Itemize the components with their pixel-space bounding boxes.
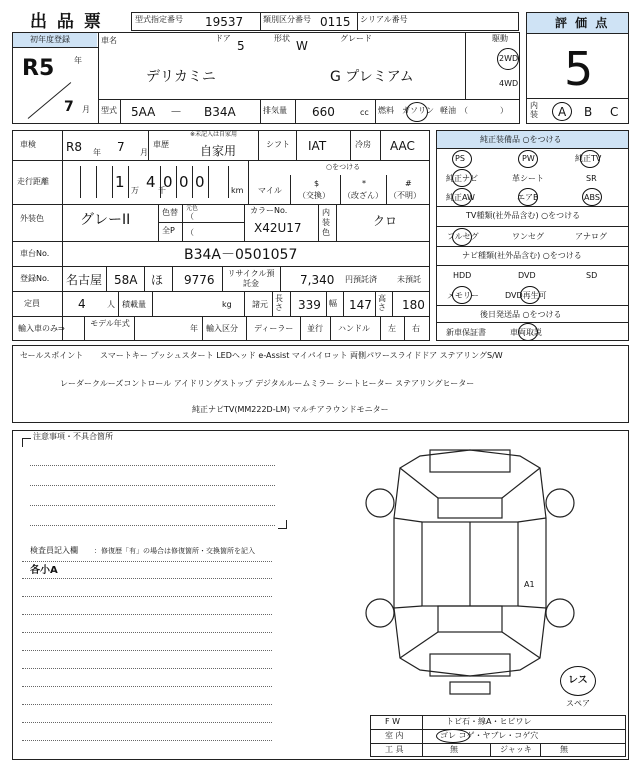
drive-label: 駆動 (492, 34, 508, 43)
navi-memory: メモリー (447, 291, 479, 300)
load-unit: kg (222, 300, 232, 309)
doors: 5 (237, 39, 245, 53)
handle-left: 左 (388, 324, 396, 333)
history-label: 車歴 (153, 140, 169, 149)
regno-label: 登録No. (20, 274, 50, 283)
mileage-opt2-sym: * (362, 179, 366, 188)
equip-navi: 純正ナビ (446, 174, 478, 183)
mileage-opt3-sym: # (405, 179, 412, 188)
sales-line-1: スマートキー プッシュスタート LEDヘッド e-Assist マイパイロット 両側パワースライドドア ステアリングS/W (100, 351, 503, 360)
mileage-label: 走行距離 (17, 177, 49, 186)
tv-analog: アナログ (575, 232, 607, 241)
history: 自家用 (200, 144, 237, 158)
jack-label: ジャッキ (500, 745, 532, 754)
mile-label: マイル (258, 186, 282, 195)
equip-sr: SR (586, 174, 597, 183)
door-label: ドア (215, 34, 231, 43)
regno-class: 58A (114, 273, 138, 287)
registration-era: R5 (22, 56, 55, 81)
navi-dvd-play-circle (520, 286, 540, 304)
recycle-label: リサイクル預託金 (227, 269, 275, 288)
equip-tv: 純正TV (575, 154, 602, 163)
tools-label: 工 具 (385, 745, 404, 754)
inspector-note: ：修復歴「有」の場合は修復箇所・交換箇所を記入 (94, 547, 255, 555)
equip-abs-circle (582, 188, 602, 206)
mileage-digit-3: 1 (115, 173, 125, 191)
full-paint-label: 全P (162, 226, 175, 235)
mileage-unit-man: 万 (131, 186, 139, 195)
class-no: 0115 (320, 15, 351, 29)
fw-value: トビ石・線A・ヒビワレ (446, 717, 532, 726)
spare-label: スペア (566, 699, 590, 708)
interior-opt-c: C (610, 105, 619, 119)
equip-pw: PW (522, 154, 535, 163)
color-value: グレーII (80, 212, 131, 228)
shift-label: シフト (266, 140, 290, 149)
navi-dvd-play: DVD再生可 (505, 291, 547, 300)
car-name: デリカミニ (146, 69, 216, 85)
handle-right: 右 (412, 324, 420, 333)
displacement-label: 排気量 (263, 106, 287, 115)
light-oil-label: 軽油 (440, 106, 456, 115)
spare-circle-label: レス (568, 675, 588, 686)
model-year-unit: 年 (190, 324, 198, 333)
inspection-era: R8 (66, 140, 82, 154)
inspection-label: 車検 (20, 140, 36, 149)
mileage-digit-4: 4 (146, 173, 156, 191)
shape-label: 形状 (274, 34, 290, 43)
chassis-no: B34A－0501057 (184, 247, 298, 263)
grade-text-label: グレード (340, 34, 372, 43)
shape: W (296, 39, 308, 53)
sales-line-3: 純正ナビTV(MM222D-LM) マルチアラウンドモニター (192, 405, 389, 414)
tools-value: 無 (450, 745, 458, 754)
import-parallel: 並行 (307, 324, 323, 333)
docs-manual-circle (518, 323, 538, 341)
tv-one: ワンセグ (512, 232, 544, 241)
equip-aw-circle (452, 188, 472, 206)
regno-area: 名古屋 (66, 273, 103, 287)
fuel-label: 燃料 (378, 106, 394, 115)
import-label: 輸入車のみ⇒ (18, 324, 65, 333)
equip-airbag: エアB (517, 193, 539, 202)
recycle-amount: 7,340 (300, 273, 335, 287)
mileage-opt3: （不明） (389, 191, 421, 200)
mileage-digit-6: 0 (179, 173, 189, 191)
equip-aw: 純正AW (446, 193, 475, 202)
recycle-unpaid: 未預託 (397, 275, 421, 284)
equip-ps-circle (452, 150, 472, 168)
navi-dvd: DVD (518, 271, 536, 280)
mileage-digit-7: 0 (195, 173, 205, 191)
recycle-paid: 円預託済 (345, 275, 377, 284)
equip-navi-circle (452, 169, 472, 187)
equipment-title: 純正装備品 ○をつける (480, 135, 562, 144)
shift: IAT (308, 139, 327, 153)
chassis-label: 車台No. (20, 249, 50, 258)
model: B34A (204, 105, 236, 119)
height-label: 高さ (378, 294, 386, 312)
model-year-label: モデル年式 (90, 319, 130, 328)
model-prefix: 5AA (131, 105, 156, 119)
model-dash: － (170, 105, 183, 119)
displacement-unit: cc (360, 108, 369, 117)
sales-line-2: レーダークルーズコントロール アイドリングストップ デジタルルームミラー シートヒーター ステアリングヒーター (60, 379, 475, 388)
navi-memory-circle (452, 286, 472, 304)
registration-month-unit: 月 (82, 105, 90, 114)
interior-opt-b: B (584, 105, 593, 119)
regno-kana: ほ (151, 273, 164, 287)
ac-label: 冷房 (355, 140, 371, 149)
interior-cond-label: 室 内 (385, 731, 404, 740)
regno-number: 9776 (184, 273, 215, 287)
type-no-label: 型式指定番号 (135, 15, 183, 24)
orig-color-paren: （ (186, 212, 194, 221)
equip-tv-circle (580, 150, 600, 168)
docs-manual: 車両取説 (510, 328, 542, 337)
capacity-unit: 人 (107, 300, 115, 309)
full-paint-paren: （ (186, 228, 194, 237)
navi-hdd: HDD (453, 271, 472, 280)
interior-opt-a: A (558, 105, 567, 119)
caution-label: 注意事項・不具合箇所 (33, 432, 113, 441)
class-no-label: 類別区分番号 (263, 15, 311, 24)
width-label: 幅 (329, 299, 337, 308)
repaint-label: 色替 (162, 208, 178, 217)
width: 147 (349, 298, 372, 312)
docs-warranty: 新車保証書 (446, 328, 486, 337)
inspector-label: 検査員記入欄 (30, 546, 78, 555)
handle-label: ハンドル (338, 324, 370, 333)
capacity: 4 (78, 297, 86, 311)
fw-label: F W (385, 717, 401, 726)
tv-full: フルセグ (447, 232, 479, 241)
displacement: 660 (312, 105, 335, 119)
sales-label: セールスポイント (20, 351, 84, 360)
interior-grade-label: 内装 (530, 101, 538, 119)
inspector-entry: 各小A (30, 565, 58, 576)
diagram-mark-a1: A1 (524, 580, 535, 589)
interior-color-label: 内装色 (322, 208, 330, 237)
height: 180 (402, 298, 425, 312)
jack-value: 無 (560, 745, 568, 754)
color-no-label: カラーNo. (250, 206, 288, 215)
inspection-year-unit: 年 (93, 148, 101, 157)
mileage-opt1-sym: $ (314, 179, 320, 188)
mileage-opt2: （改ざん） (343, 191, 383, 200)
car-name-label: 車名 (101, 36, 117, 45)
equip-abs: ABS (584, 193, 600, 202)
registration-year-unit: 年 (74, 56, 82, 65)
grade-score: 5 (564, 42, 594, 96)
car-grade: G プレミアム (330, 69, 414, 85)
tv-title: TV種類(社外品含む) ○をつける (466, 211, 581, 220)
interior-color: クロ (373, 214, 398, 228)
color-label: 外装色 (20, 214, 44, 223)
length: 339 (298, 298, 321, 312)
navi-sd: SD (586, 271, 598, 280)
mileage-circle-note: ○をつける (326, 163, 361, 171)
equip-airbag-circle (518, 188, 538, 206)
fuel: ガソリン (402, 106, 434, 115)
equip-ps: PS (455, 154, 465, 163)
light-oil-paren: （ ） (460, 106, 508, 115)
mileage-digit-5: 0 (163, 173, 173, 191)
mileage-opt1: （交換） (298, 191, 330, 200)
history-note: ※未記入は自家用 (190, 131, 238, 138)
drive-2wd: 2WD (499, 54, 519, 63)
navi-title: ナビ種類(社外品含む) ○をつける (462, 251, 582, 260)
grade-label: 評 価 点 (555, 16, 610, 30)
equip-pw-circle (518, 150, 538, 168)
mileage-unit-km: km (231, 186, 244, 195)
drive-4wd: 4WD (499, 79, 519, 88)
car-diagram (360, 438, 590, 698)
ac: AAC (390, 139, 415, 153)
length-label: 長さ (275, 294, 283, 312)
registration-label: 初年度登録 (30, 35, 70, 44)
import-class-label: 輸入区分 (206, 324, 238, 333)
model-label: 型式 (101, 106, 117, 115)
registration-month: 7 (64, 99, 74, 115)
inspection-month-unit: 月 (140, 148, 148, 157)
color-no: X42U17 (254, 221, 302, 235)
mileage-unit-sen: 千 (158, 186, 166, 195)
interior-cond-value: ゴレ コゲ・ヤブレ・コゲ穴 (440, 731, 539, 740)
equip-leather: 革シート (512, 174, 544, 183)
type-no: 19537 (205, 15, 244, 29)
spec-label: 諸元 (252, 300, 268, 309)
orig-color-label: 元色 (186, 205, 199, 212)
load-label: 積載量 (122, 300, 146, 309)
page-title: 出 品 票 (30, 12, 103, 32)
docs-title: 後日発送品 ○をつける (480, 310, 562, 319)
import-dealer: ディーラー (254, 324, 294, 333)
inspection-month: 7 (117, 140, 125, 154)
capacity-label: 定員 (24, 299, 40, 308)
serial-label: シリアル番号 (360, 15, 408, 24)
tv-full-circle (452, 228, 472, 246)
